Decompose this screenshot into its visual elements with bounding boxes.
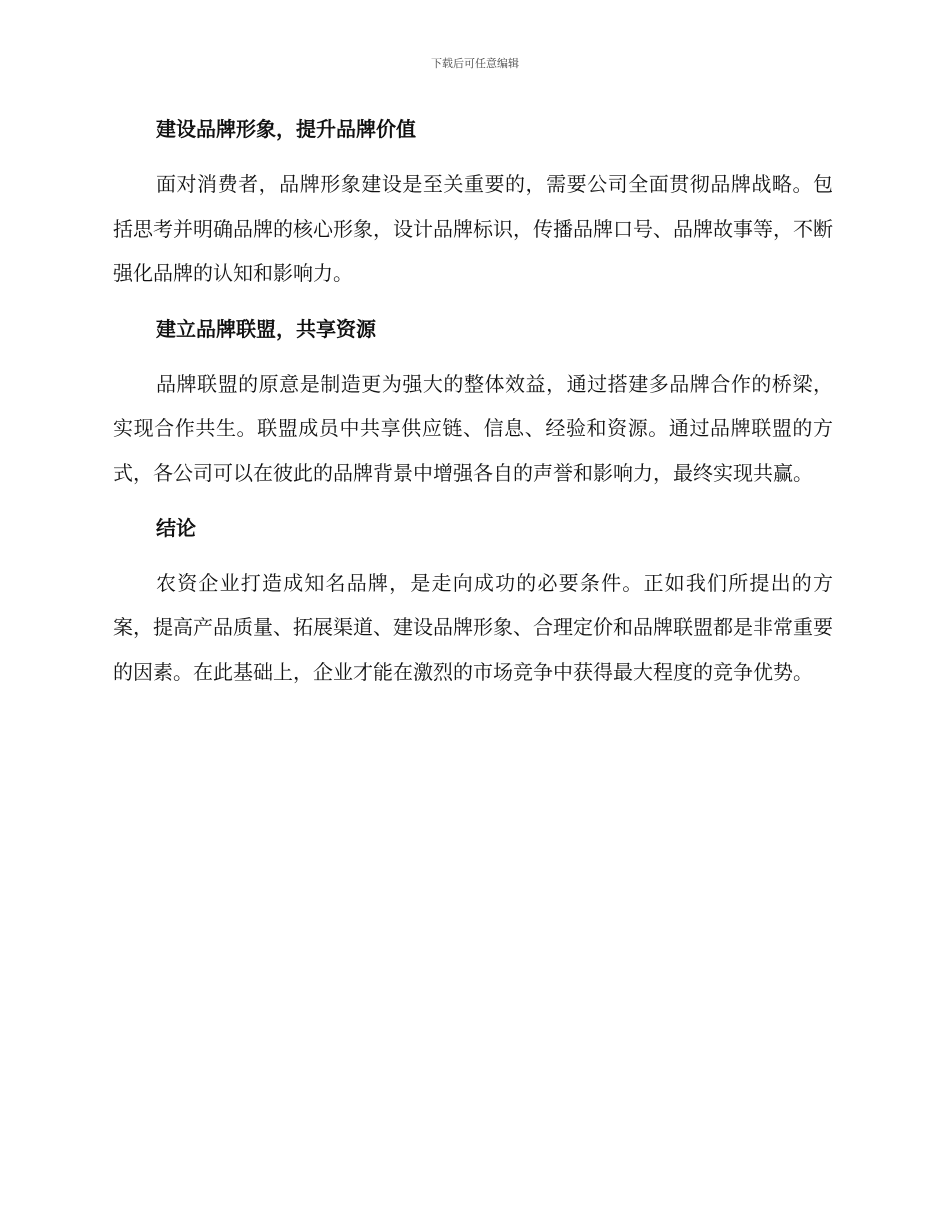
page-header: 下载后可任意编辑 bbox=[431, 57, 519, 70]
section-body-brand-image: 面对消费者，品牌形象建设是至关重要的，需要公司全面贯彻品牌战略。包括思考并明确品牌的核心形象，设计品牌标识，传播品牌口号、品牌故事等，不断强化品牌的认知和影响力。 bbox=[113, 172, 833, 286]
section-heading-conclusion: 结论 bbox=[156, 515, 196, 540]
section-body-conclusion: 农资企业打造成知名品牌，是走向成功的必要条件。正如我们所提出的方案，提高产品质量、拓展渠道、建设品牌形象、合理定价和品牌联盟都是非常重要的因素。在此基础上，企业才能在激烈的市场竞争中获得最大程度的竞争优势。 bbox=[113, 570, 833, 684]
section-body-brand-alliance: 品牌联盟的原意是制造更为强大的整体效益，通过搭建多品牌合作的桥梁，实现合作共生。联盟成员中共享供应链、信息、经验和资源。通过品牌联盟的方式，各公司可以在彼此的品牌背景中增强各自的声誉和影响力，最终实现共赢。 bbox=[113, 371, 833, 485]
document-body bbox=[113, 110, 833, 694]
section-heading-brand-image: 建设品牌形象，提升品牌价值 bbox=[156, 117, 416, 141]
section-heading-brand-alliance: 建立品牌联盟，共享资源 bbox=[156, 316, 376, 341]
